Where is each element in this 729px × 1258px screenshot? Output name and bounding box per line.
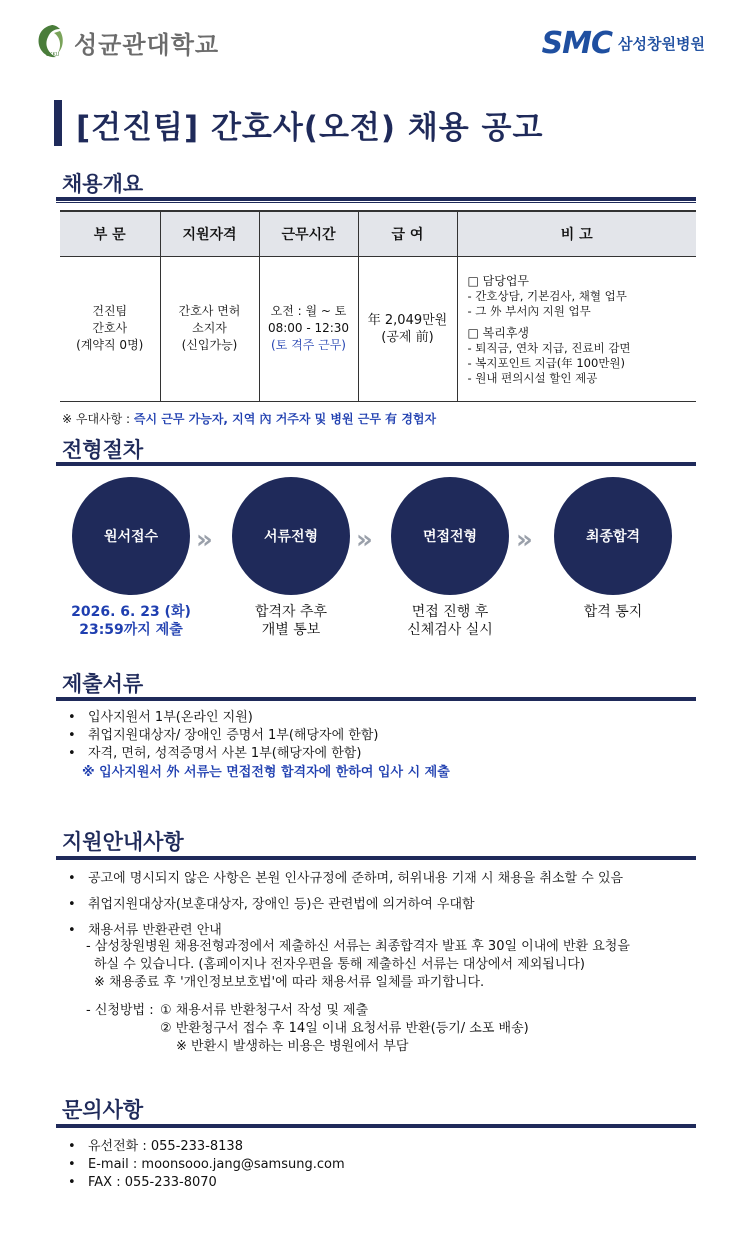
list-item: • 공고에 명시되지 않은 사항은 본원 인사규정에 준하며, 허위내용 기재 시 채용을 취소할 수 있음 bbox=[68, 870, 698, 888]
list-item: • 입사지원서 1부(온라인 지원) bbox=[68, 709, 378, 727]
contact-email: • E-mail : moonsooo.jang@samsung.com bbox=[68, 1156, 345, 1174]
smc-mark: SMC bbox=[541, 26, 613, 61]
hours-note: (토 격주 근무) bbox=[271, 338, 346, 352]
method-note: ※ 반환시 발생하는 비용은 병원에서 부담 bbox=[176, 1039, 409, 1054]
remarks-cell: □ 담당업무 - 간호상담, 기본검사, 채혈 업무 - 그 外 부서內 지원 업무 □ 복리후생 - 퇴직금, 연차 지급, 진료비 감면 - 복지포인트 지급(年 100만원) - 원내 편의시설 할인 제공 bbox=[457, 256, 696, 401]
section-rule bbox=[56, 462, 696, 466]
svg-text:SKKU: SKKU bbox=[46, 52, 60, 58]
guide-list bbox=[68, 870, 698, 940]
list-item: • 자격, 면허, 성적증명서 사본 1부(해당자에 한함) bbox=[68, 745, 378, 763]
list-item: • 취업지원대상자/ 장애인 증명서 1부(해당자에 한함) bbox=[68, 727, 378, 745]
section-heading-documents: 제출서류 bbox=[62, 672, 144, 696]
contact-list bbox=[68, 1138, 345, 1192]
preference-note: ※ 우대사항 : 즉시 근무 가능자, 지역 內 거주자 및 병원 근무 有 경험자 bbox=[62, 412, 437, 426]
section-rule bbox=[56, 197, 696, 201]
salary-cell: 年 2,049만원 (공제 前) bbox=[358, 256, 457, 401]
chevron-right-icon: » bbox=[356, 525, 363, 555]
documents-note: ※ 입사지원서 外 서류는 면접전형 합격자에 한하여 입사 시 제출 bbox=[82, 765, 450, 780]
skku-emblem-icon bbox=[34, 23, 70, 61]
section-rule bbox=[56, 1124, 696, 1128]
section-rule-thin bbox=[56, 202, 696, 203]
section-heading-guide: 지원안내사항 bbox=[62, 830, 184, 854]
table-row bbox=[60, 256, 696, 401]
return-line: - 삼성창원병원 채용전형과정에서 제출하신 서류는 최종합격자 발표 후 30일 이내에 반환 요청을 bbox=[86, 939, 630, 954]
step-circle-interview: 면접전형 bbox=[391, 477, 509, 595]
method-label: - 신청방법 : bbox=[86, 1003, 154, 1018]
page-title: [건진팀] 간호사(오전) 채용 공고 bbox=[76, 110, 544, 146]
step-circle-document: 서류전형 bbox=[232, 477, 350, 595]
smc-logo bbox=[542, 26, 705, 61]
column-header: 근무시간 bbox=[259, 211, 358, 256]
hours-cell: 오전 : 월 ~ 토 08:00 - 12:30 (토 격주 근무) bbox=[259, 256, 358, 401]
list-item: • 채용서류 반환관련 안내 bbox=[68, 922, 698, 940]
qualification-cell: 간호사 면허 소지자 (신입가능) bbox=[160, 256, 259, 401]
step-note-document: 합격자 추후 개별 통보 bbox=[254, 604, 328, 638]
chevron-right-icon: » bbox=[516, 525, 523, 555]
recruit-table bbox=[60, 210, 696, 402]
step-circle-apply: 원서접수 bbox=[72, 477, 190, 595]
section-heading-process: 전형절차 bbox=[62, 438, 144, 462]
section-rule bbox=[56, 697, 696, 701]
contact-phone: • 유선전화 : 055-233-8138 bbox=[68, 1138, 345, 1156]
step-circle-final: 최종합격 bbox=[554, 477, 672, 595]
return-line: ※ 채용종료 후 '개인정보보호법'에 따라 채용서류 일체를 파기합니다. bbox=[94, 975, 485, 990]
step-note-interview: 면접 진행 후 신체검사 실시 bbox=[407, 604, 493, 638]
dept-cell: 건진팀 간호사 (계약직 0명) bbox=[60, 256, 160, 401]
column-header: 비 고 bbox=[457, 211, 696, 256]
return-line: 하실 수 있습니다. (홈페이지나 전자우편을 통해 제출하신 서류는 대상에서 제외됩니다) bbox=[94, 957, 585, 972]
step-note-final: 합격 통지 bbox=[583, 604, 643, 620]
smc-name: 삼성창원병원 bbox=[618, 35, 705, 53]
table-header-row bbox=[60, 211, 696, 256]
section-rule bbox=[56, 856, 696, 860]
step-note-apply: 2026. 6. 23 (화) 23:59까지 제출 bbox=[71, 604, 191, 638]
column-header: 지원자격 bbox=[160, 211, 259, 256]
method-step-1: ① 채용서류 반환청구서 작성 및 제출 bbox=[160, 1003, 369, 1018]
section-heading-contact: 문의사항 bbox=[62, 1098, 144, 1122]
chevron-right-icon: » bbox=[196, 525, 203, 555]
documents-list bbox=[68, 709, 378, 763]
column-header: 부 문 bbox=[60, 211, 160, 256]
skku-logo bbox=[34, 22, 219, 62]
skku-name: 성균관대학교 bbox=[74, 30, 220, 59]
column-header: 급 여 bbox=[358, 211, 457, 256]
contact-fax: • FAX : 055-233-8070 bbox=[68, 1174, 345, 1192]
list-item: • 취업지원대상자(보훈대상자, 장애인 등)은 관련법에 의거하여 우대함 bbox=[68, 896, 698, 914]
title-accent-bar bbox=[54, 100, 62, 146]
section-heading-overview: 채용개요 bbox=[62, 172, 144, 196]
method-step-2: ② 반환청구서 접수 후 14일 이내 요청서류 반환(등기/ 소포 배송) bbox=[160, 1021, 529, 1036]
